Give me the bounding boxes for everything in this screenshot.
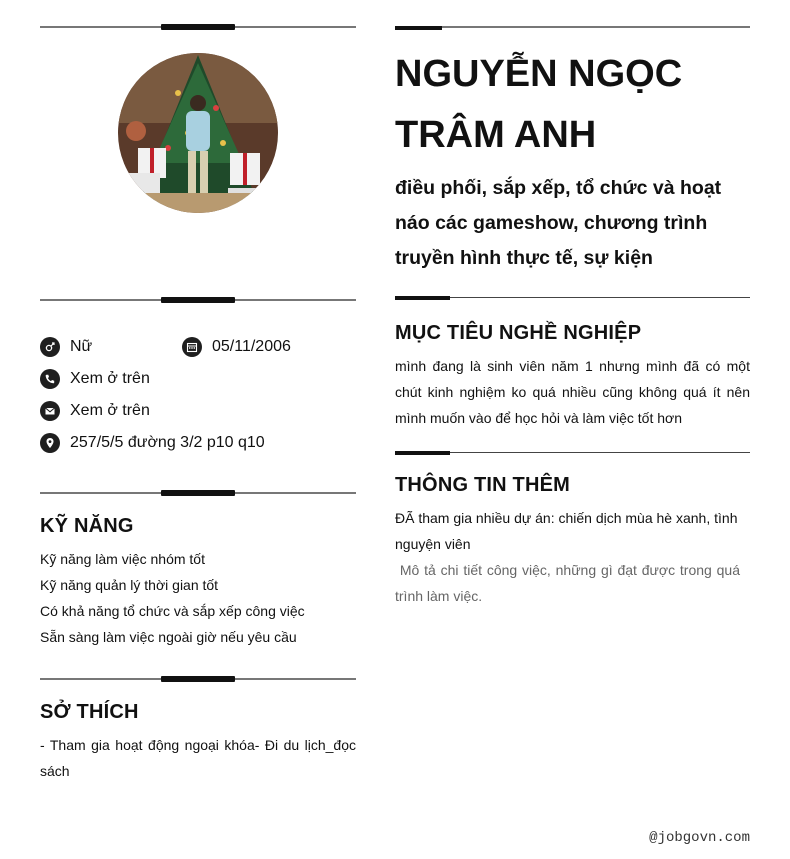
divider-extra [395, 449, 750, 457]
gender-value: Nữ [70, 338, 93, 355]
skills-title: KỸ NĂNG [40, 515, 134, 537]
birthdate-value: 05/11/2006 [212, 338, 291, 355]
full-name: NGUYỄN NGỌC TRÂM ANH [395, 53, 683, 156]
extra-title: THÔNG TIN THÊM [395, 474, 571, 496]
address-row [40, 433, 265, 453]
skill-item: Kỹ năng làm việc nhóm tốt [40, 551, 205, 567]
birthdate-row [182, 337, 291, 357]
avatar-photo [118, 53, 278, 213]
skill-item: Có khả năng tổ chức và sắp xếp công việc [40, 603, 305, 619]
skill-item: Sẵn sàng làm việc ngoài giờ nếu yêu cầu [40, 629, 297, 645]
phone-row [40, 369, 150, 389]
extra-placeholder [395, 557, 740, 609]
divider-personal [40, 295, 356, 305]
address-value: 257/5/5 đường 3/2 p10 q10 [70, 434, 265, 451]
extra-text: ĐÃ tham gia nhiều dự án: chiến dịch mùa hè xanh, tình nguyện viên [395, 510, 738, 552]
mail-icon [40, 401, 60, 421]
skill-item: Kỹ năng quản lý thời gian tốt [40, 577, 219, 593]
gender-icon [40, 337, 60, 357]
divider-hobbies [40, 674, 356, 684]
location-pin-icon [40, 433, 60, 453]
objective-text: mình đang là sinh viên năm 1 nhưng mình đã có một chút kinh nghiệm ko quá nhiều cũng không quá ít nên mình muốn vào để học hỏi và làm việc tốt hơn [395, 358, 750, 426]
headline: điều phối, sắp xếp, tổ chức và hoạt náo các gameshow, chương trình truyền hình thực tế, sự kiện [395, 177, 722, 269]
phone-icon [40, 369, 60, 389]
calendar-icon [182, 337, 202, 357]
brand-watermark: @jobgovn.com [649, 830, 750, 846]
gender-row [40, 337, 92, 357]
phone-value: Xem ở trên [70, 370, 150, 387]
divider-objective [395, 294, 750, 302]
email-value: Xem ở trên [70, 402, 150, 419]
avatar [118, 53, 278, 213]
objective-title: MỤC TIÊU NGHỀ NGHIỆP [395, 322, 642, 344]
skills-list [40, 546, 356, 650]
divider-top-left [40, 22, 356, 32]
email-row [40, 401, 150, 421]
hobbies-text: - Tham gia hoạt động ngoại khóa- Đi du lịch_đọc sách [40, 737, 356, 779]
divider-top-right [395, 24, 750, 32]
hobbies-title: SỞ THÍCH [40, 701, 139, 723]
divider-skills [40, 488, 356, 498]
extra-placeholder-text: Mô tả chi tiết công việc, những gì đạt được trong quá trình làm việc. [395, 562, 741, 604]
